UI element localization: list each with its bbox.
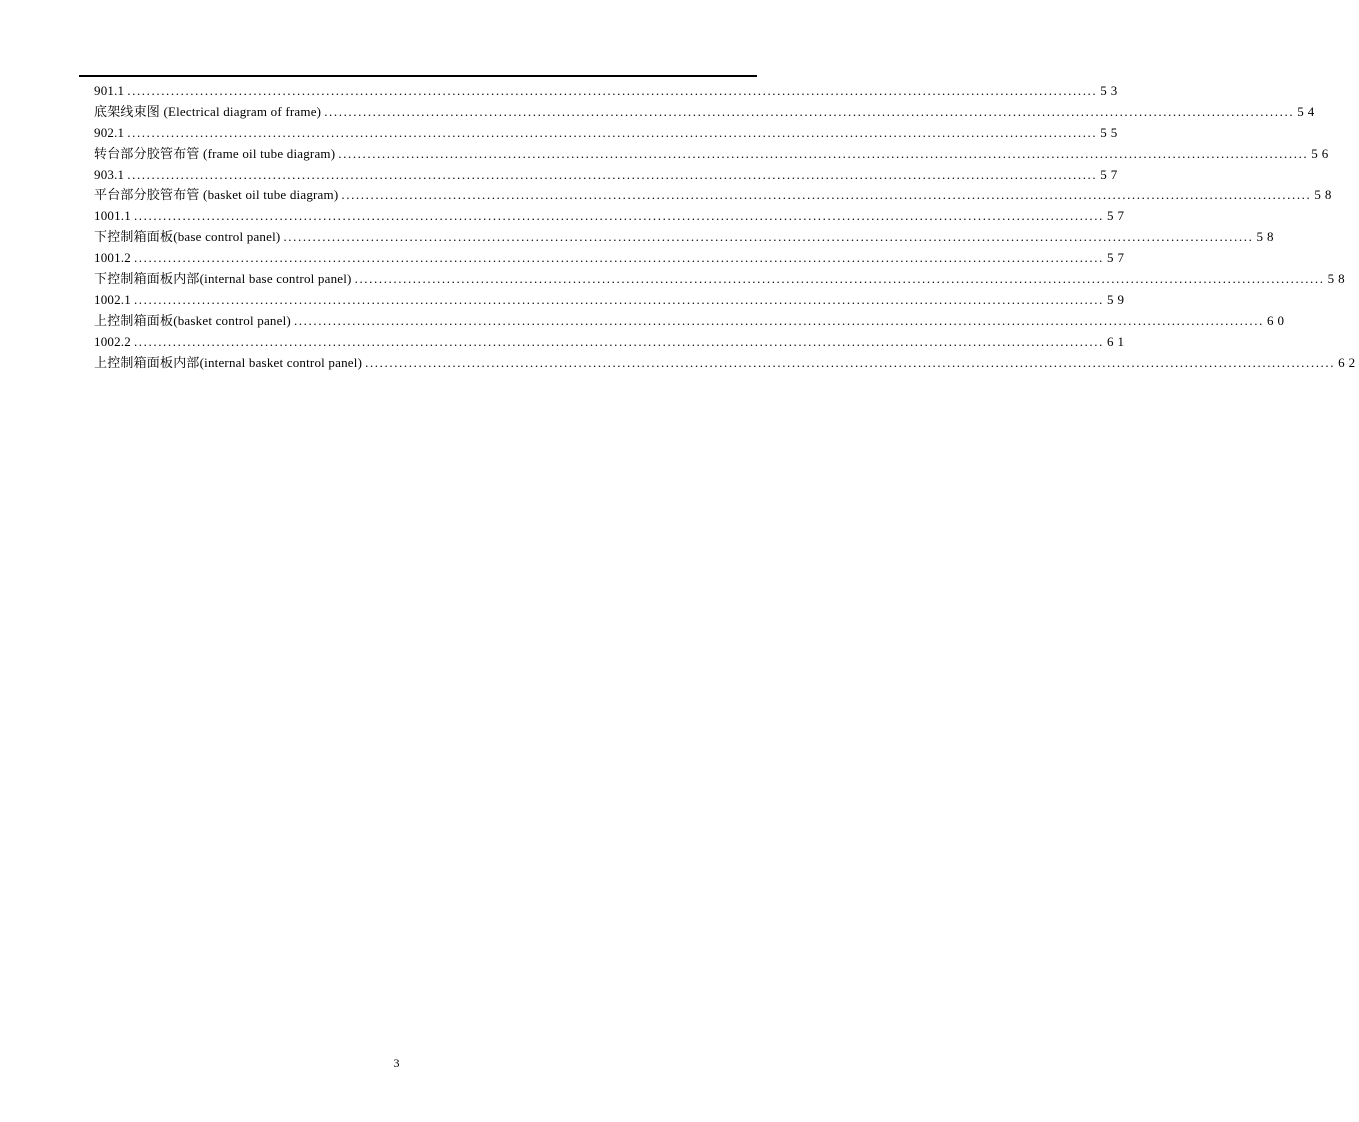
toc-entry[interactable] bbox=[94, 248, 1128, 269]
toc-entry-title: 1001.2 bbox=[94, 250, 131, 266]
dot-leader: ........................................................................................................................................................................................................ bbox=[127, 166, 1098, 182]
toc-entry-title: 上控制箱面板(basket control panel) bbox=[94, 312, 291, 328]
toc-entry[interactable] bbox=[94, 206, 1128, 227]
dot-leader: ........................................................................................................................................................................................................ bbox=[127, 124, 1098, 140]
toc-entry-page: 57 bbox=[1106, 208, 1128, 224]
header-rule bbox=[79, 75, 757, 77]
toc-entry[interactable] bbox=[94, 311, 1288, 332]
toc-entry[interactable] bbox=[94, 269, 1349, 290]
toc-entry[interactable] bbox=[94, 144, 1333, 165]
toc-entry-title: 901.1 bbox=[94, 83, 125, 98]
dot-leader: ........................................................................................................................................................................................................ bbox=[293, 312, 1264, 328]
toc-entry-page: 58 bbox=[1327, 271, 1349, 287]
toc-entry[interactable] bbox=[94, 290, 1128, 311]
toc-entry-title: 1002.1 bbox=[94, 291, 131, 307]
toc-entry[interactable] bbox=[94, 353, 1359, 374]
toc-entry-page: 60 bbox=[1266, 312, 1288, 328]
toc-entry-title: 转台部分胶管布管 (frame oil tube diagram) bbox=[94, 145, 336, 161]
toc-entry[interactable] bbox=[94, 81, 1122, 102]
toc-entry[interactable] bbox=[94, 227, 1278, 248]
toc-entry-page: 59 bbox=[1106, 291, 1128, 307]
toc-entry-page: 53 bbox=[1100, 83, 1122, 98]
toc-entry-page: 61 bbox=[1106, 333, 1128, 349]
dot-leader: ........................................................................................................................................................................................................ bbox=[127, 83, 1098, 98]
dot-leader: ........................................................................................................................................................................................................ bbox=[133, 291, 1104, 307]
dot-leader: ........................................................................................................................................................................................................ bbox=[338, 145, 1309, 161]
toc-entry[interactable] bbox=[94, 123, 1122, 144]
dot-leader: ........................................................................................................................................................................................................ bbox=[133, 250, 1104, 266]
dot-leader: ........................................................................................................................................................................................................ bbox=[354, 271, 1325, 287]
dot-leader: ........................................................................................................................................................................................................ bbox=[365, 354, 1336, 370]
dot-leader: ........................................................................................................................................................................................................ bbox=[133, 208, 1104, 224]
toc-entry-title: 1002.2 bbox=[94, 333, 131, 349]
toc-entry-title: 903.1 bbox=[94, 166, 125, 182]
toc-entry-page: 57 bbox=[1106, 250, 1128, 266]
toc-entry-title: 下控制箱面板(base control panel) bbox=[94, 229, 281, 245]
dot-leader: ........................................................................................................................................................................................................ bbox=[283, 229, 1254, 245]
toc-entry-page: 57 bbox=[1100, 166, 1122, 182]
toc-entry-title: 1001.1 bbox=[94, 208, 131, 224]
toc-entry-page: 58 bbox=[1314, 187, 1336, 203]
table-of-contents bbox=[94, 81, 1359, 373]
toc-entry-page: 55 bbox=[1100, 124, 1122, 140]
toc-entry-page: 58 bbox=[1256, 229, 1278, 245]
toc-entry-page: 56 bbox=[1311, 145, 1333, 161]
toc-entry-title: 902.1 bbox=[94, 124, 125, 140]
dot-leader: ........................................................................................................................................................................................................ bbox=[133, 333, 1104, 349]
toc-entry[interactable] bbox=[94, 332, 1128, 353]
dot-leader: ........................................................................................................................................................................................................ bbox=[324, 103, 1295, 119]
toc-entry-title: 底架线束图 (Electrical diagram of frame) bbox=[94, 103, 322, 119]
toc-entry-title: 平台部分胶管布管 (basket oil tube diagram) bbox=[94, 187, 339, 203]
dot-leader: ........................................................................................................................................................................................................ bbox=[341, 187, 1312, 203]
toc-entry-page: 54 bbox=[1297, 103, 1319, 119]
toc-entry[interactable] bbox=[94, 185, 1336, 206]
footer-page-number: 3 bbox=[393, 1056, 400, 1070]
toc-entry-title: 下控制箱面板内部(internal base control panel) bbox=[94, 271, 352, 287]
toc-entry[interactable] bbox=[94, 102, 1319, 123]
toc-entry[interactable] bbox=[94, 165, 1122, 186]
toc-entry-page: 62 bbox=[1338, 354, 1359, 370]
toc-entry-title: 上控制箱面板内部(internal basket control panel) bbox=[94, 354, 363, 370]
